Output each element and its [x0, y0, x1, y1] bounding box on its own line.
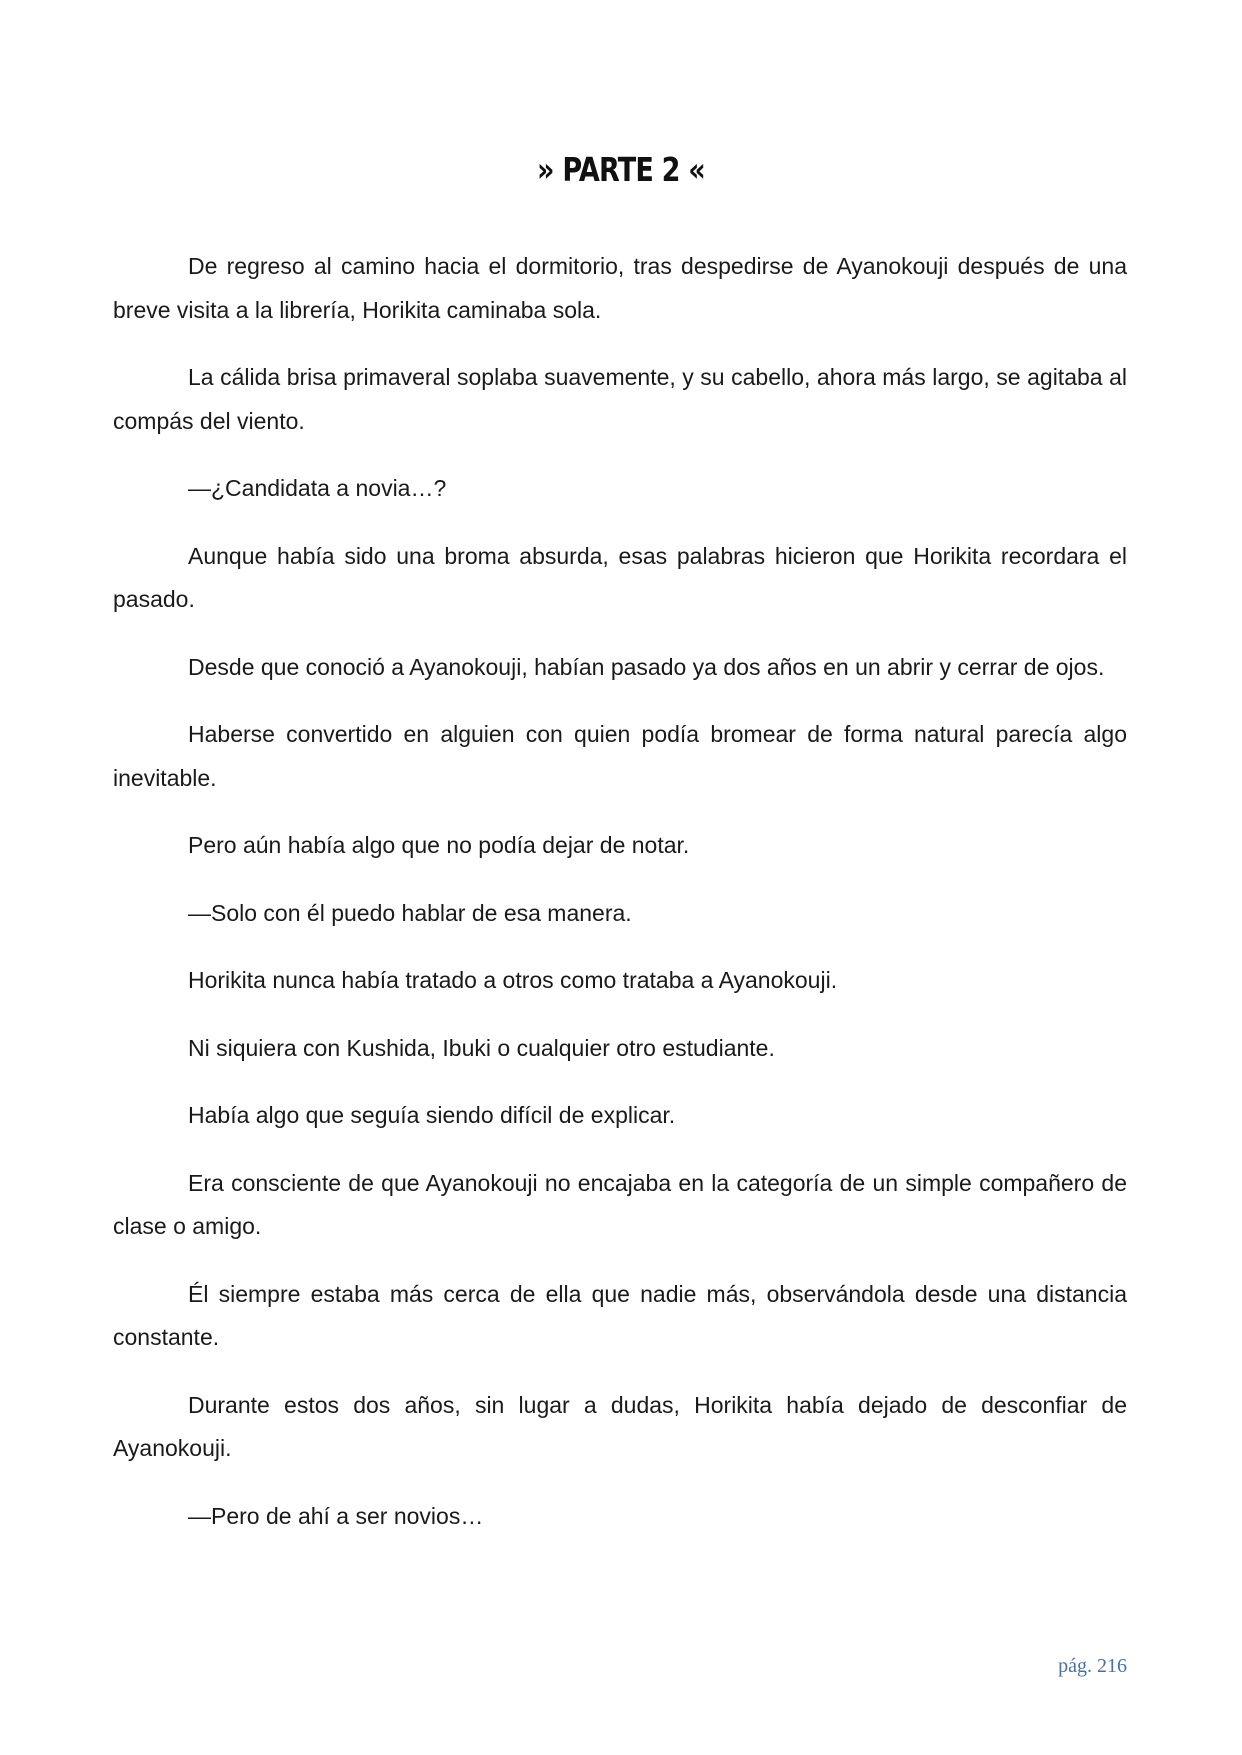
paragraph: Haberse convertido en alguien con quien podía bromear de forma natural parecía algo inevitable.: [113, 721, 1127, 791]
chapter-title: » PARTE 2 «: [537, 150, 705, 189]
paragraph: Desde que conoció a Ayanokouji, habían pasado ya dos años en un abrir y cerrar de ojos.: [188, 653, 1105, 680]
paragraph: —Solo con él puedo hablar de esa manera.: [188, 899, 632, 926]
paragraph: Había algo que seguía siendo difícil de explicar.: [188, 1102, 676, 1128]
paragraph: Durante estos dos años, sin lugar a dudas, Horikita había dejado de desconfiar de Ayanokouji.: [113, 1391, 1127, 1461]
paragraph: Era consciente de que Ayanokouji no encajaba en la categoría de un simple compañero de clase o amigo.: [113, 1169, 1127, 1239]
paragraph: Aunque había sido una broma absurda, esas palabras hicieron que Horikita recordara el pasado.: [113, 542, 1127, 612]
paragraph: —¿Candidata a novia…?: [188, 475, 447, 501]
page-number: pág. 216: [1058, 1655, 1127, 1677]
paragraph: La cálida brisa primaveral soplaba suavemente, y su cabello, ahora más largo, se agitaba al compás del viento.: [113, 364, 1127, 434]
paragraph: —Pero de ahí a ser novios…: [188, 1502, 484, 1529]
paragraph: De regreso al camino hacia el dormitorio, tras despedirse de Ayanokouji después de una breve visita a la librería, Horikita caminaba sola.: [113, 253, 1127, 323]
paragraph: Ni siquiera con Kushida, Ibuki o cualquier otro estudiante.: [188, 1034, 775, 1061]
body-text: [113, 245, 1127, 1562]
paragraph: Pero aún había algo que no podía dejar de notar.: [188, 832, 690, 858]
paragraph: Horikita nunca había tratado a otros como trataba a Ayanokouji.: [188, 967, 838, 993]
paragraph: Él siempre estaba más cerca de ella que nadie más, observándola desde una distancia constante.: [113, 1280, 1127, 1350]
